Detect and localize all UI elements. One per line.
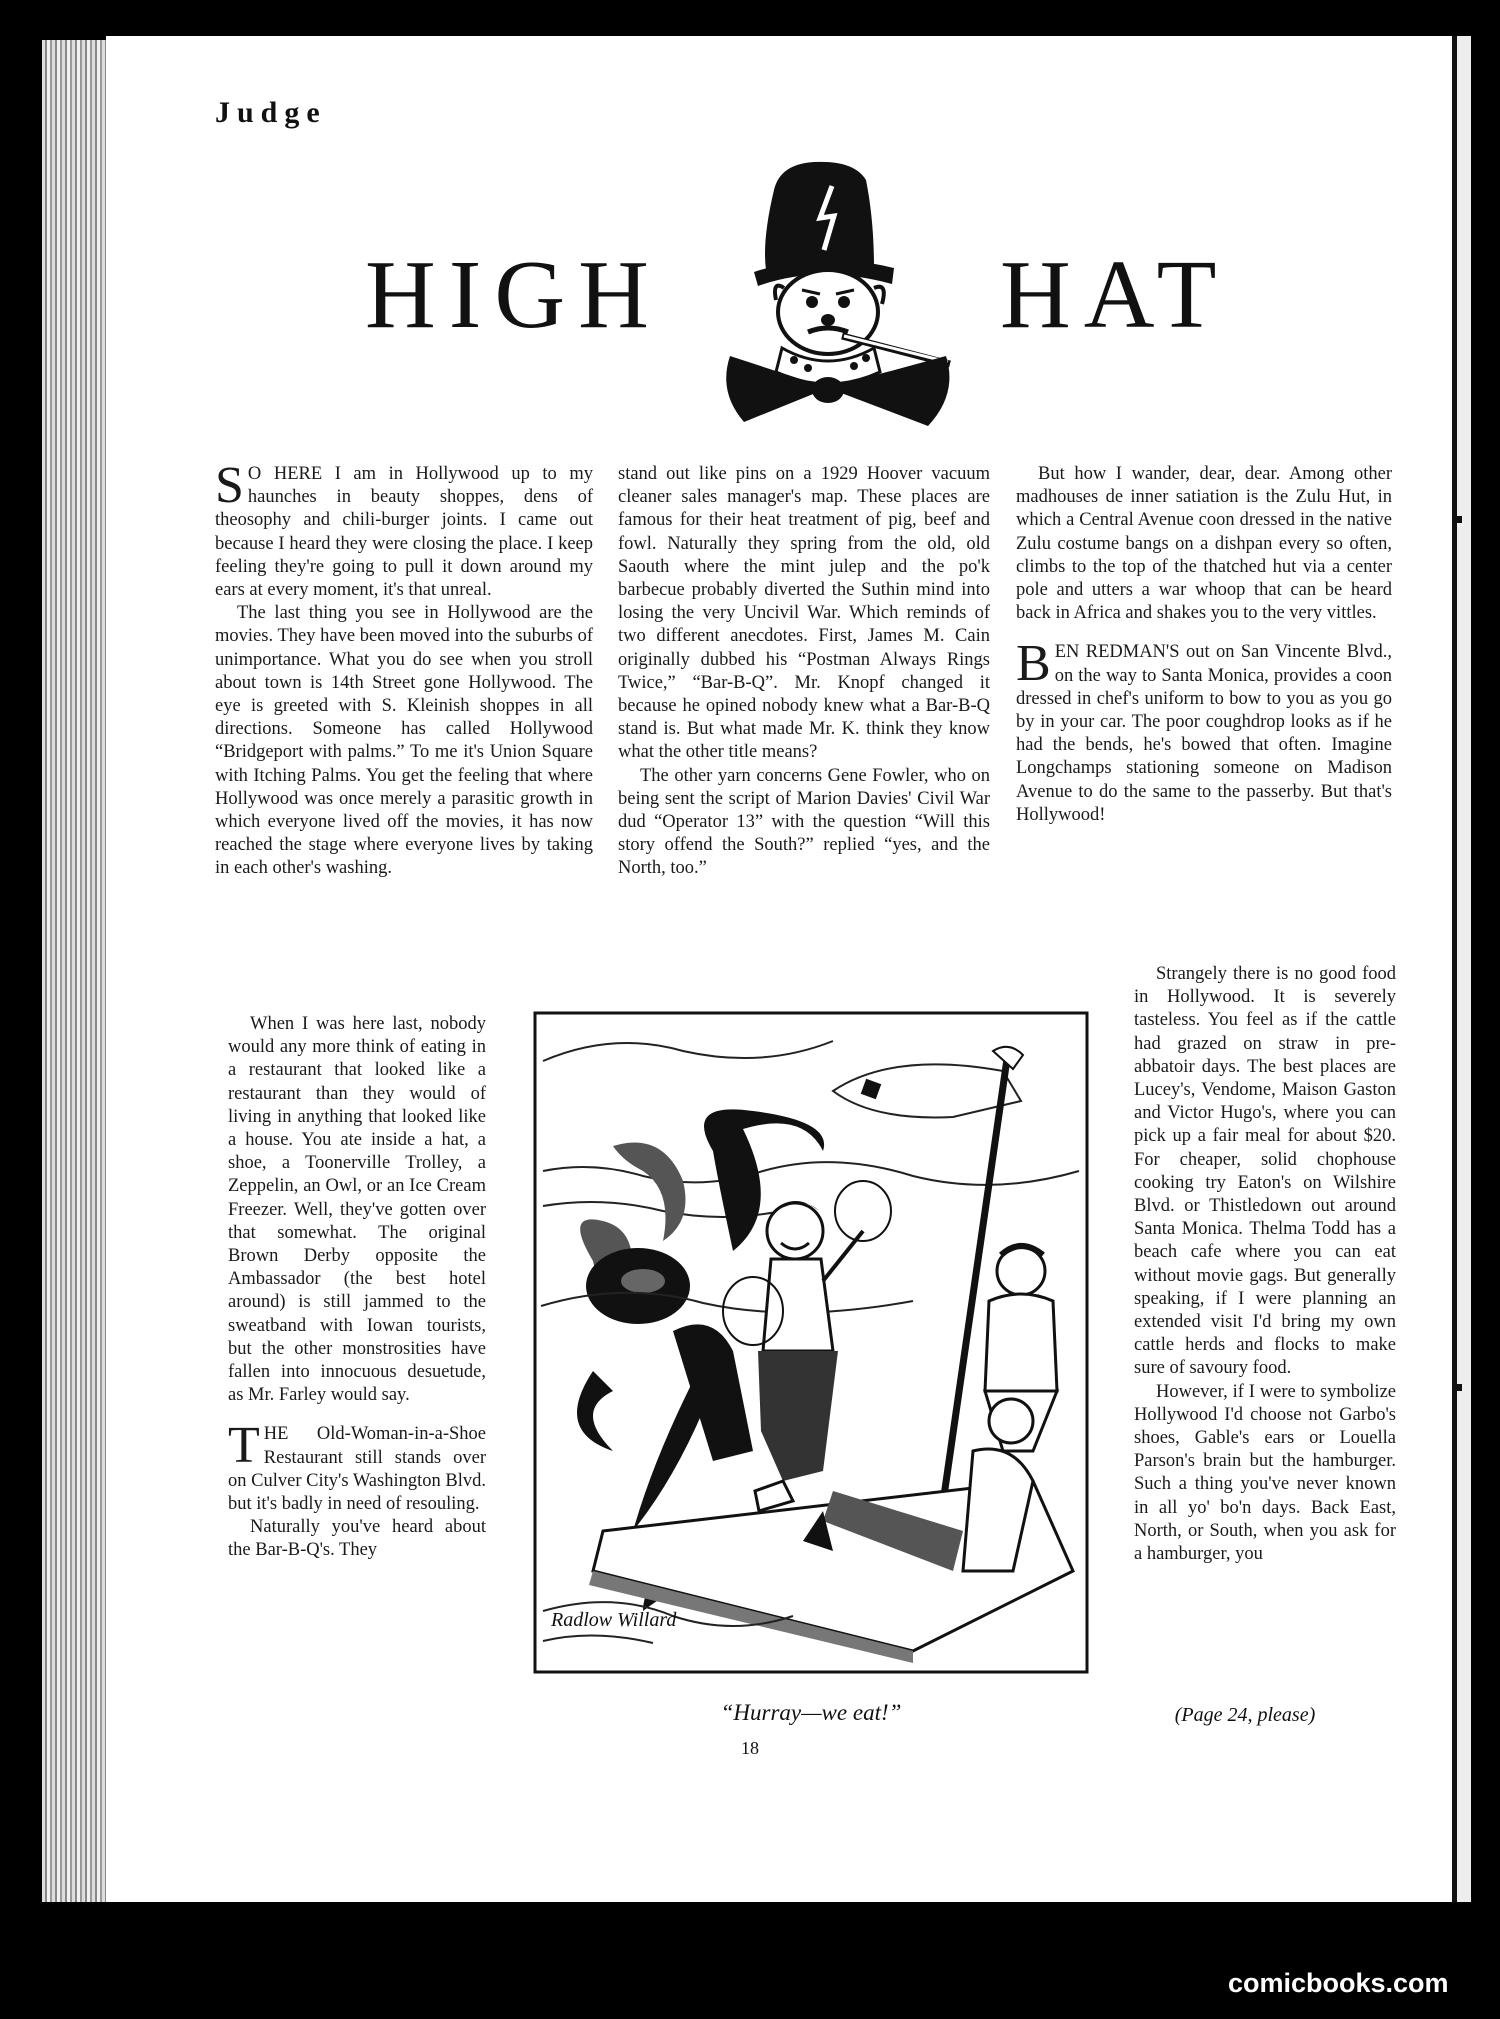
paragraph: However, if I were to symbolize Hollywood I'd choose not Garbo's shoes, Gable's ears or Louella Parson's brain but the hamburger. Such a thing you've never known in all yo' bo'n days. Back East, North, or South, when you ask for a hamburger, you: [1134, 1381, 1396, 1565]
artist-signature: Radlow Willard: [551, 1609, 677, 1631]
paragraph: But how I wander, dear, dear. Among other madhouses de inner satiation is the Zulu Hut, in which a Central Avenue coon dressed in the native Zulu costume bangs on a dishpan every so often, climbs to the top of the thatched hut via a center pole and utters a war whoop that can be heard back in Africa and shakes you to the very vittles.: [1016, 464, 1392, 624]
paragraph: The other yarn concerns Gene Fowler, who on being sent the script of Marion Davies' Civil War dud “Operator 13” with the question “Will this story offend the South?” replied “yes, and the North, too.”: [618, 765, 990, 879]
top-hat-mascot-illustration: [724, 160, 952, 430]
book-page-edges: [42, 40, 112, 1902]
source-watermark: comicbooks.com: [1228, 1968, 1449, 1998]
binding-mark: [1452, 516, 1462, 523]
paragraph: The last thing you see in Hollywood are the movies. They have been moved into the suburbs of unimportance. What you do see when you stroll about town is 14th Street gone Hollywood. The eye is greeted with S. Kleinish shoppes in all directions. Someone has called Hollywood “Bridgeport with palms.” To me it's Union Square with Itching Palms. You get the feeling that where Hollywood was once merely a parasitic growth in which everyone lived off the movies, it has now reached the stage where everyone lives by taking in each other's washing.: [215, 603, 593, 879]
drop-cap: T: [228, 1417, 260, 1475]
paragraph: When I was here last, nobody would any more think of eating in a restaurant that looked like a restaurant than they would of living in anything that looked like a house. You ate inside a hat, a shoe, a Toonerville Trolley, a Zeppelin, an Owl, or an Ice Cream Freezer. Well, they've gotten over that somewhat. The original Brown Derby opposite the Ambassador (the best hotel around) is still jammed to the sweatband with Iowan tourists, but the other monstrosities have fallen into innocuous desuetude, as Mr. Farley would say.: [228, 1014, 486, 1406]
cartoon-caption: “Hurray—we eat!”: [720, 1700, 902, 1725]
column-1-lower: [228, 1013, 486, 1563]
paragraph: Strangely there is no good food in Hollywood. It is severely tasteless. You feel as if the cattle had grazed on straw in pre-abbatoir days. The best places are Lucey's, Vendome, Maison Gaston and Victor Hugo's, where you can pick up a fair meal for about $20. For cheaper, solid chophouse cooking try Eaton's on Wilshire Blvd. or Thistledown out around Santa Monica. Thelma Todd has a beach cafe where you can eat without movie gags. But generally speaking, if I were planning an extended visit I'd bring my own cattle herds and flocks to make sure of savoury food.: [1134, 964, 1396, 1379]
paragraph: S O HERE I am in Hollywood up to my haunches in beauty shoppes, dens of theosophy and chili-burger joints. I came out because I heard they were closing the place. I keep feeling they're going to pull it down around my ears at every moment, it's that unreal.: [215, 457, 593, 601]
cartoon-illustration: [533, 1011, 1089, 1674]
drop-cap: B: [1016, 635, 1051, 693]
paragraph: THE Old-Woman-in-a-Shoe Restaurant still stands over on Culver City's Washington Blvd. but it's badly in need of resouling.: [228, 1417, 486, 1515]
column-3-upper: [1016, 463, 1392, 963]
column-2: [618, 463, 990, 881]
paragraph: Naturally you've heard about the Bar-B-Q's. They: [228, 1517, 486, 1561]
drop-cap: S: [215, 457, 244, 514]
paragraph: stand out like pins on a 1929 Hoover vacuum cleaner sales manager's map. These places are famous for their heat treatment of pig, beef and fowl. Naturally they spring from the old, old Saouth where the mint julep and the po'k barbecue probably diverted the Suthin mind into losing the very Uncivil War. Which reminds of two different anecdotes. First, James M. Cain originally dubbed his “Postman Always Rings Twice,” “Bar-B-Q”. Mr. Knopf changed it because he opined nobody knew what a Bar-B-Q stand is. But what made Mr. K. think they know what the other title means?: [618, 464, 990, 763]
masthead: Judge: [215, 96, 327, 129]
page-number: 18: [741, 1738, 759, 1758]
binding-mark: [1452, 1384, 1462, 1391]
title-right-word: HAT: [1000, 241, 1230, 349]
column-1-upper: [215, 457, 593, 993]
continued-on-note: (Page 24, please): [1174, 1704, 1316, 1726]
title-left-word: HIGH: [365, 241, 662, 349]
next-page-edge: [1457, 36, 1471, 1902]
paragraph: BEN REDMAN'S out on San Vincente Blvd., on the way to Santa Monica, provides a coon dressed in chef's uniform to bow to you as you go by in your car. The poor coughdrop looks as if he had the bends, he's bowed that often. Imagine Longchamps stationing someone on Madison Avenue to do the same to the passerby. But that's Hollywood!: [1016, 635, 1392, 825]
column-3-lower: [1134, 963, 1396, 1693]
